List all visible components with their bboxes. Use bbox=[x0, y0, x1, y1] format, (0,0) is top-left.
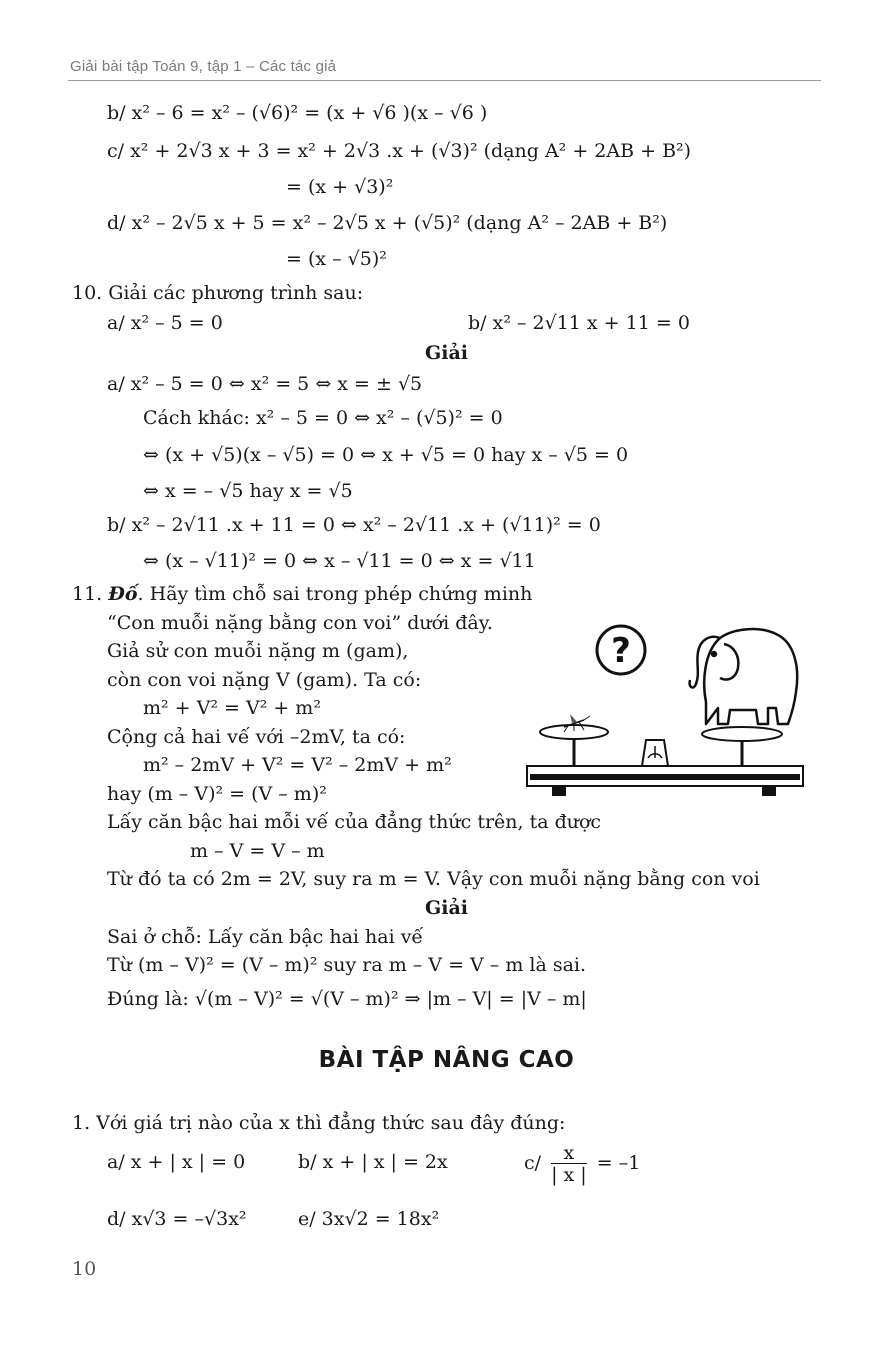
scale-pan-right bbox=[702, 727, 782, 741]
advanced-exercise-1e: e/ 3x√2 = 18x² bbox=[298, 1208, 440, 1230]
line-9b: b/ x² – 6 = x² – (√6)² = (x + √6 )(x – √6 ) bbox=[107, 102, 488, 124]
solution-10a-step: ⇔ (x + √5)(x – √5) = 0 ⇔ x + √5 = 0 hay x – √5 = 0 bbox=[143, 444, 629, 466]
solution-10a-alt: Cách khác: x² – 5 = 0 ⇔ x² – (√5)² = 0 bbox=[143, 407, 503, 429]
solution-10a-result: ⇔ x = – √5 hay x = √5 bbox=[143, 480, 353, 502]
exercise-11-line: Lấy căn bậc hai mỗi vế của đẳng thức trên, ta được bbox=[107, 811, 602, 833]
exercise-11-line: còn con voi nặng V (gam). Ta có: bbox=[107, 669, 422, 691]
advanced-exercise-1a: a/ x + | x | = 0 bbox=[107, 1151, 246, 1173]
line-9c-result: = (x + √3)² bbox=[286, 176, 394, 198]
page-number: 10 bbox=[72, 1258, 97, 1280]
fraction-numerator: x bbox=[551, 1143, 587, 1164]
solution-heading-11: Giải bbox=[425, 897, 468, 919]
exercise-11-label: Đố bbox=[108, 583, 138, 605]
solution-11-line: Đúng là: √(m – V)² = √(V – m)² ⇒ |m – V| = |V – m| bbox=[107, 988, 587, 1010]
header-rule bbox=[68, 80, 821, 81]
exercise-11-line: hay (m – V)² = (V – m)² bbox=[107, 783, 327, 805]
exercise-11-line: Giả sử con muỗi nặng m (gam), bbox=[107, 640, 409, 662]
running-header: Giải bài tập Toán 9, tập 1 – Các tác giả bbox=[70, 58, 337, 75]
exercise-11-number: 11. bbox=[72, 583, 109, 605]
exercise-11-line: Cộng cả hai vế với –2mV, ta có: bbox=[107, 726, 406, 748]
advanced-exercise-1c bbox=[524, 1140, 640, 1186]
exercise-10a: a/ x² – 5 = 0 bbox=[107, 312, 223, 334]
scale-foot-right bbox=[762, 786, 776, 796]
line-9d: d/ x² – 2√5 x + 5 = x² – 2√5 x + (√5)² (dạng A² – 2AB + B²) bbox=[107, 212, 668, 234]
elephant bbox=[690, 629, 798, 724]
exercise-11-line: m – V = V – m bbox=[190, 840, 325, 862]
exercise-11-line: m² – 2mV + V² = V² – 2mV + m² bbox=[143, 754, 452, 776]
fraction-denominator: | x | bbox=[551, 1163, 587, 1186]
solution-11-line: Sai ở chỗ: Lấy căn bậc hai hai vế bbox=[107, 926, 424, 948]
solution-11-line: Từ (m – V)² = (V – m)² suy ra m – V = V – m là sai. bbox=[107, 954, 587, 976]
exercise-11-line: “Con muỗi nặng bằng con voi” dưới đây. bbox=[107, 612, 493, 634]
svg-text:?: ? bbox=[611, 631, 631, 671]
advanced-exercise-1c-label: c/ bbox=[524, 1152, 542, 1174]
question-mark-icon bbox=[597, 626, 645, 674]
advanced-exercise-1-title: 1. Với giá trị nào của x thì đẳng thức sau đây đúng: bbox=[72, 1112, 566, 1134]
exercise-11-prompt: . Hãy tìm chỗ sai trong phép chứng minh bbox=[137, 583, 533, 605]
exercise-11-line: Từ đó ta có 2m = 2V, suy ra m = V. Vậy con muỗi nặng bằng con voi bbox=[107, 868, 760, 890]
solution-10b: b/ x² – 2√11 .x + 11 = 0 ⇔ x² – 2√11 .x + (√11)² = 0 bbox=[107, 514, 601, 536]
section-title: BÀI TẬP NÂNG CAO bbox=[318, 1047, 575, 1073]
solution-10b-result: ⇔ (x – √11)² = 0 ⇔ x – √11 = 0 ⇔ x = √11 bbox=[143, 550, 536, 572]
fraction bbox=[551, 1143, 587, 1186]
scale-illustration bbox=[524, 612, 806, 804]
exercise-10-title: 10. Giải các phương trình sau: bbox=[72, 282, 364, 304]
advanced-exercise-1b: b/ x + | x | = 2x bbox=[298, 1151, 448, 1173]
scale-base-stripe bbox=[530, 774, 800, 780]
solution-10a: a/ x² – 5 = 0 ⇔ x² = 5 ⇔ x = ± √5 bbox=[107, 373, 423, 395]
line-9d-result: = (x – √5)² bbox=[286, 248, 387, 270]
advanced-exercise-1c-rhs: = –1 bbox=[596, 1152, 641, 1174]
exercise-11-title bbox=[72, 582, 532, 606]
line-9c: c/ x² + 2√3 x + 3 = x² + 2√3 .x + (√3)² (dạng A² + 2AB + B²) bbox=[107, 140, 692, 162]
exercise-10b: b/ x² – 2√11 x + 11 = 0 bbox=[468, 312, 690, 334]
scale-foot-left bbox=[552, 786, 566, 796]
solution-heading-10: Giải bbox=[425, 342, 468, 364]
exercise-11-line: m² + V² = V² + m² bbox=[143, 697, 321, 719]
advanced-exercise-1d: d/ x√3 = –√3x² bbox=[107, 1208, 247, 1230]
